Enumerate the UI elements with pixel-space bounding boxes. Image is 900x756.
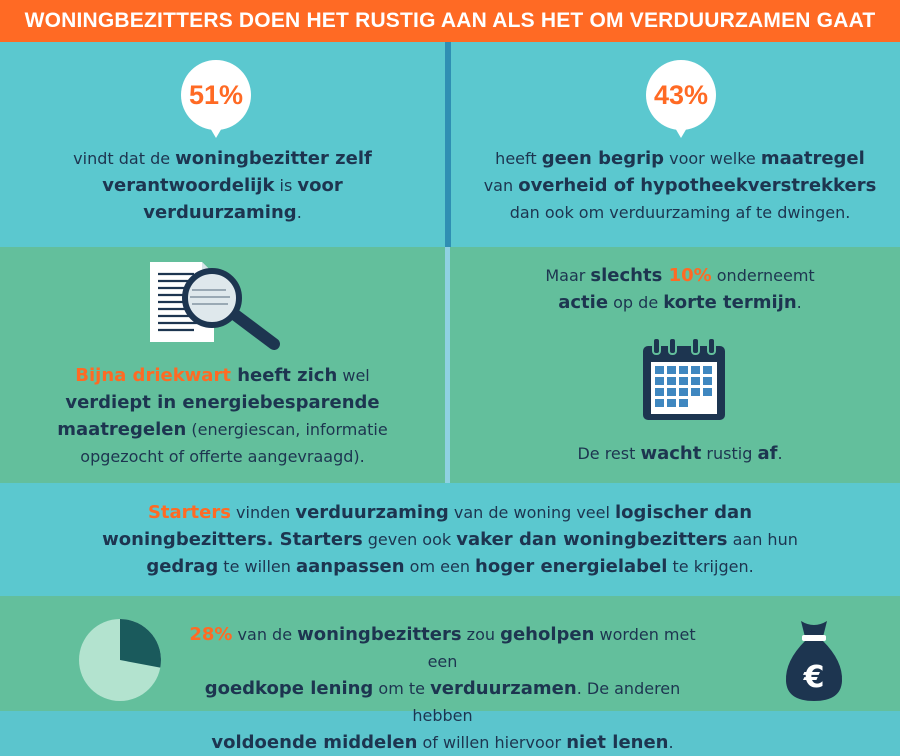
stat-text-right: heeft geen begrip voor welke maatregel van overheid of hypotheekverstrekkers dan ook om verduurzaming af te dwingen. <box>483 148 877 222</box>
starters-text: Starters vinden verduurzaming van de woning veel logischer dan woningbezitters. Starters geven ook vaker dan woningbezitters aan hun gedrag te willen aanpassen om een hoger energielabel te krijgen. <box>102 502 798 577</box>
stat-percent-left: 51% <box>188 79 244 110</box>
research-text: Bijna driekwart heeft zich wel verdiept in energiebesparende maatregelen (energiescan, informatie opgezocht of offerte aangevraagd). <box>57 365 388 466</box>
divider-vertical <box>445 42 451 247</box>
euro-symbol: € <box>803 660 825 695</box>
header-banner <box>0 0 900 42</box>
stat-text-left: vindt dat de woningbezitter zelf verantwoordelijk is voor verduurzaming. <box>73 148 372 223</box>
stat-percent-right: 43% <box>653 79 709 110</box>
stat-bubble-right <box>646 60 716 130</box>
stat-bubble-left <box>181 60 251 130</box>
pie-slice-28 <box>120 619 161 668</box>
action-rest-text: De rest wacht rustig af. <box>577 443 783 464</box>
loan-text: 28% van de woningbezitters zou geholpen worden met een goedkope lening om te verduurzamen. De anderen hebben voldoende middelen of willen hiervoor niet lenen. <box>189 624 696 753</box>
page-title: WONINGBEZITTERS DOEN HET RUSTIG AAN ALS HET OM VERDUURZAMEN GAAT <box>24 9 876 32</box>
money-bag-icon <box>783 617 845 703</box>
pie-chart-icon <box>78 618 162 702</box>
divider-vertical-2 <box>445 247 450 483</box>
action-text: Maar slechts 10% onderneemt actie op de korte termijn. <box>545 265 815 313</box>
document-magnifier-icon <box>150 262 282 354</box>
calendar-icon <box>641 336 727 422</box>
